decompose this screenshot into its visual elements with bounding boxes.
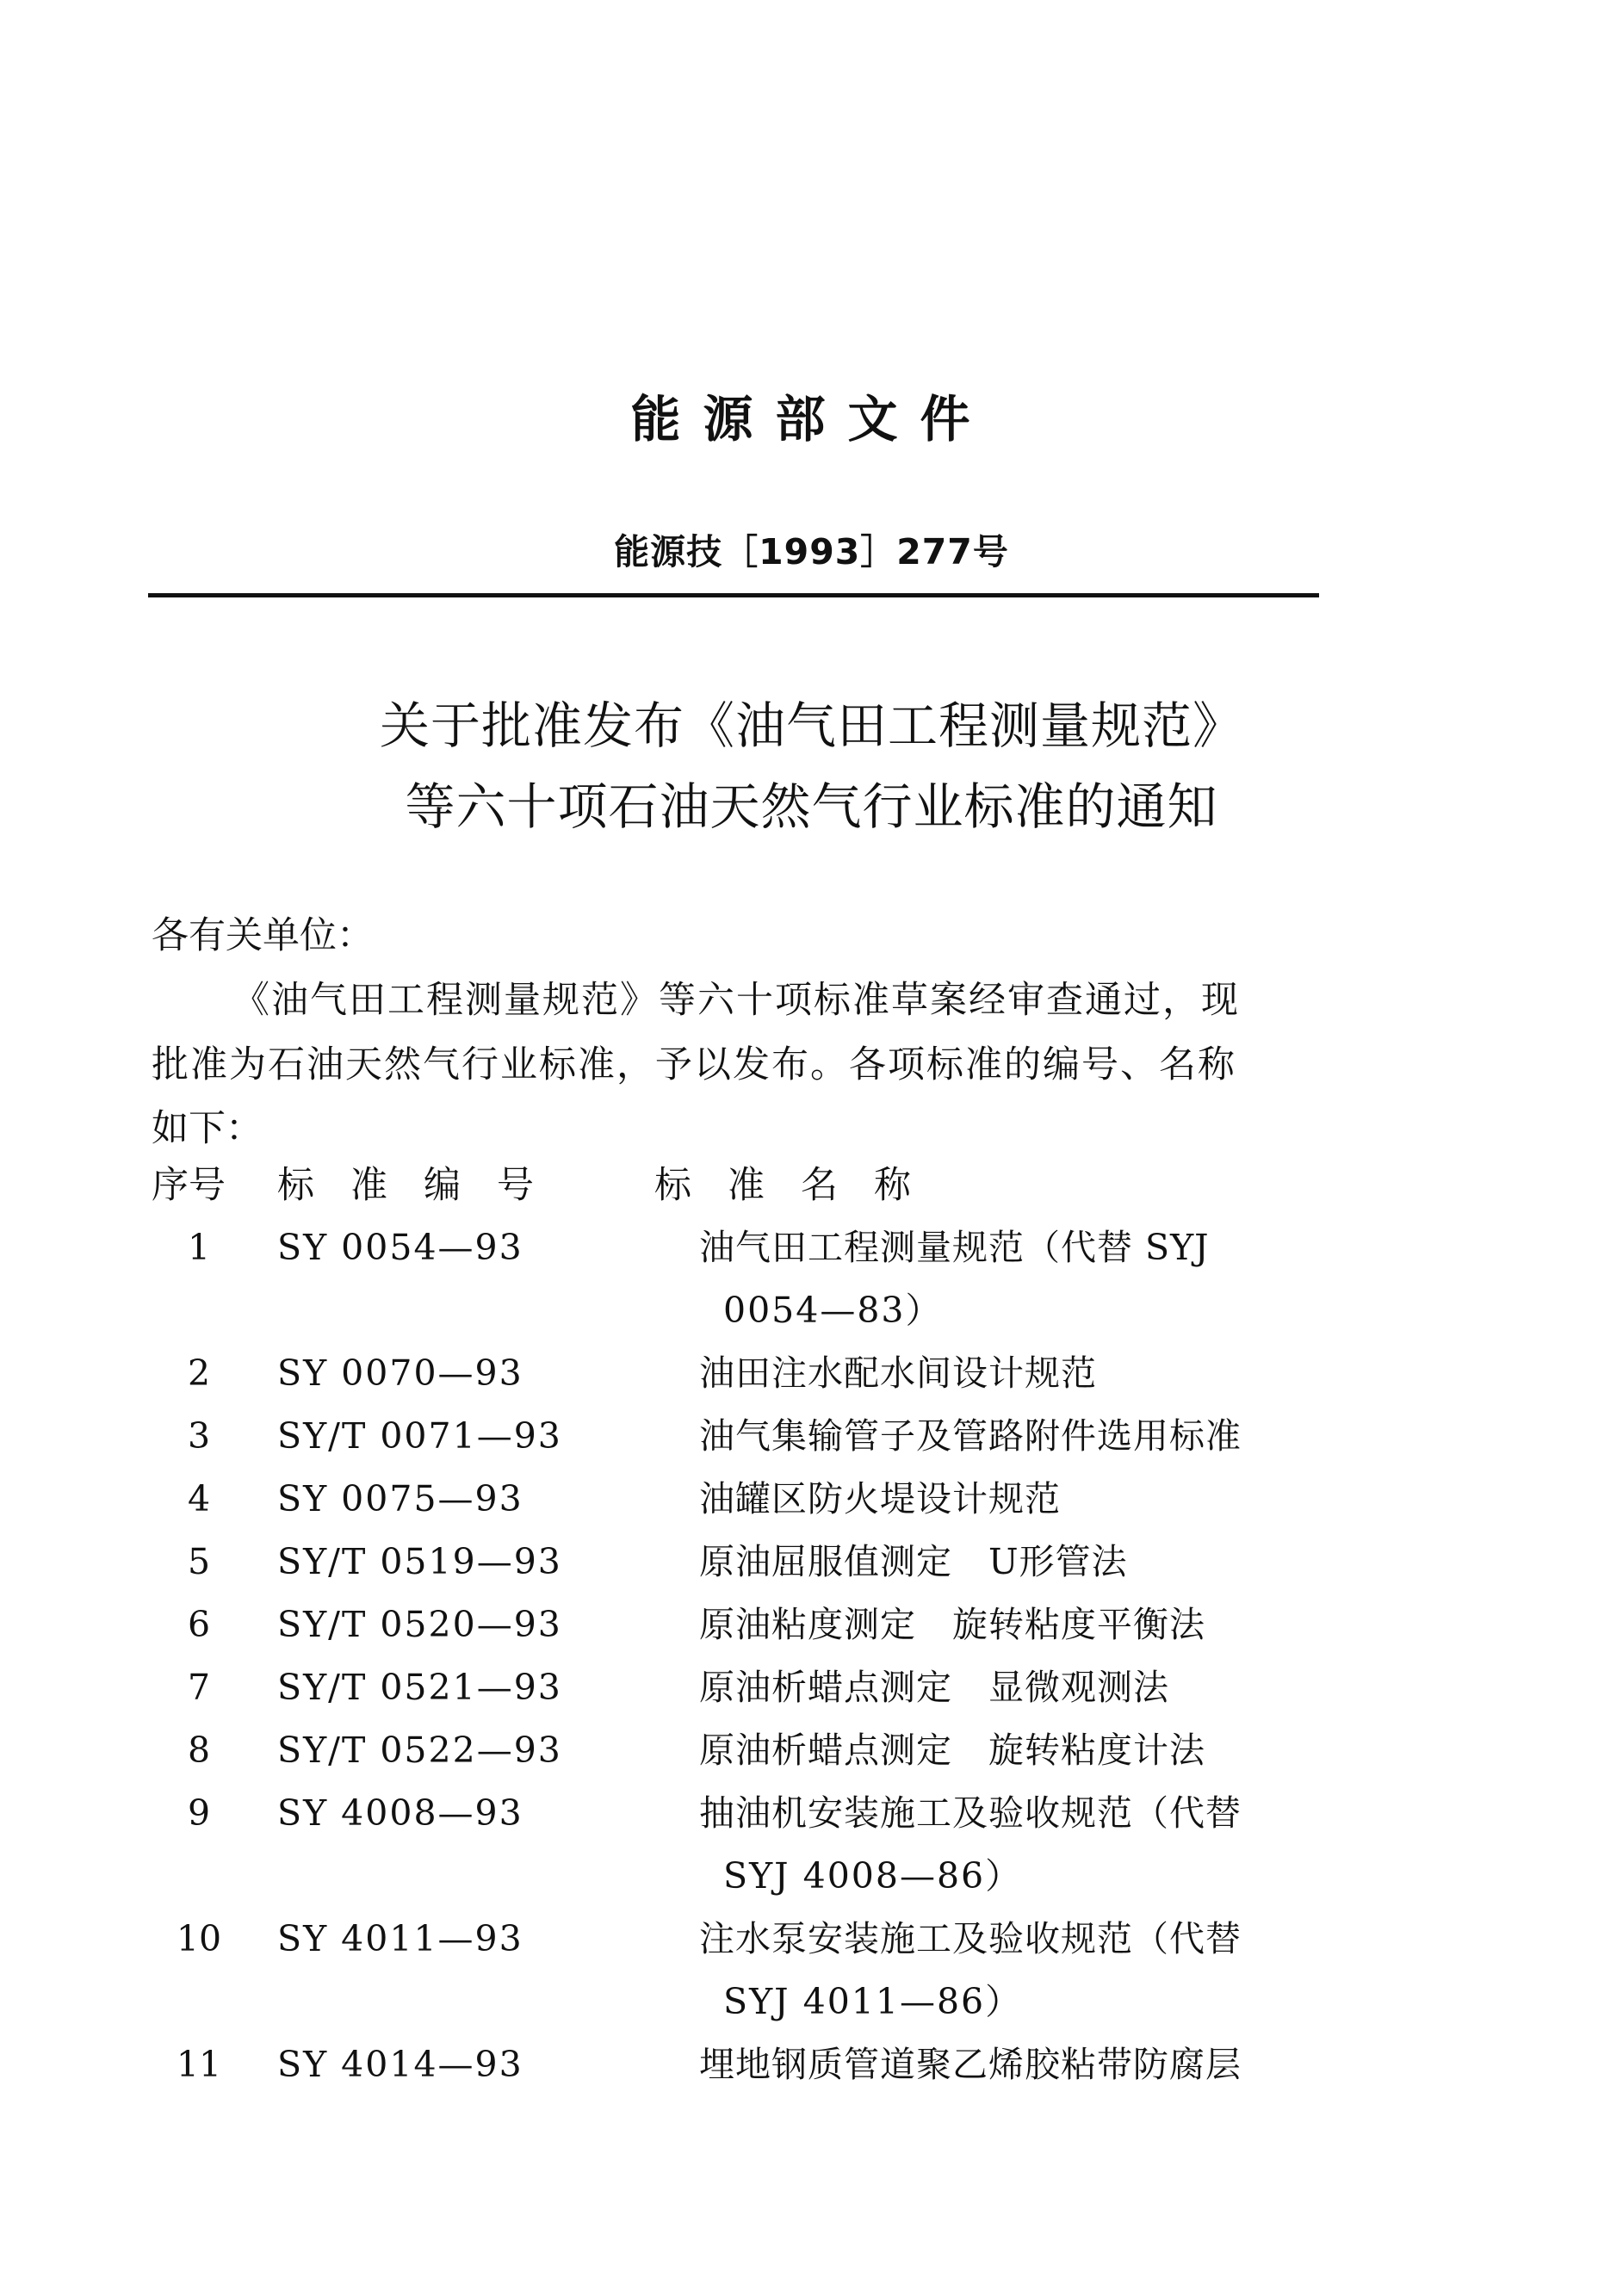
row-seq: 1 [187,1227,211,1268]
row-name: 注水泵安装施工及验收规范（代替 [699,1918,1242,1959]
row-seq: 2 [187,1352,211,1394]
row-seq: 11 [176,2044,222,2085]
row-seq: 10 [176,1918,222,1959]
row-code: SY 0070—93 [277,1352,523,1394]
row-seq: 8 [187,1730,211,1771]
row-code: SY 4008—93 [277,1792,523,1834]
column-header-code: 标准编号 [277,1164,570,1207]
table-row [0,1600,1623,1660]
table-row [0,1788,1623,1897]
table-row [0,1537,1623,1597]
table-row [0,1411,1623,1471]
row-code: SY/T 0071—93 [277,1415,562,1457]
row-seq: 5 [187,1541,211,1582]
document-title-line-1: 关于批准发布《油气田工程测量规范》 [379,696,1243,755]
row-code: SY 4011—93 [277,1918,523,1959]
body-paragraph-line-2: 批准为石油天然气行业标准，予以发布。各项标准的编号、名称 [152,1043,1236,1086]
row-name: 油田注水配水间设计规范 [699,1352,1097,1394]
row-seq: 3 [187,1415,211,1457]
row-code: SY/T 0521—93 [277,1667,562,1708]
row-seq: 9 [187,1792,211,1834]
row-name: 抽油机安装施工及验收规范（代替 [699,1792,1242,1834]
row-name-continued: SYJ 4008—86） [723,1855,1023,1897]
document-title-line-2: 等六十项石油天然气行业标准的通知 [405,777,1218,836]
row-code: SY 0075—93 [277,1478,523,1519]
table-row [0,1725,1623,1785]
table-row [0,1914,1623,2022]
row-code: SY 0054—93 [277,1227,523,1268]
row-seq: 6 [187,1604,211,1645]
row-code: SY/T 0522—93 [277,1730,562,1771]
row-code: SY/T 0520—93 [277,1604,562,1645]
body-paragraph-line-3: 如下： [152,1107,263,1150]
header-rule [148,593,1319,597]
row-code: SY 4014—93 [277,2044,523,2085]
row-name: 原油屈服值测定 U形管法 [699,1541,1128,1582]
salutation: 各有关单位： [152,914,374,957]
row-name: 原油析蜡点测定 显微观测法 [699,1667,1169,1708]
row-name: 油气集输管子及管路附件选用标准 [699,1415,1242,1457]
row-name: 油气田工程测量规范（代替 SYJ [699,1227,1210,1268]
table-row [0,2039,1623,2100]
table-row [0,1474,1623,1534]
row-seq: 4 [187,1478,211,1519]
column-header-name: 标准名称 [654,1164,947,1207]
row-name: 原油粘度测定 旋转粘度平衡法 [699,1604,1205,1645]
row-name: 埋地钢质管道聚乙烯胶粘带防腐层 [699,2044,1242,2085]
table-row [0,1662,1623,1723]
row-name: 原油析蜡点测定 旋转粘度计法 [699,1730,1205,1771]
row-seq: 7 [187,1667,211,1708]
row-code: SY/T 0519—93 [277,1541,562,1582]
table-row [0,1348,1623,1408]
column-header-seq: 序号 [152,1164,226,1207]
body-paragraph-line-1: 《油气田工程测量规范》等六十项标准草案经审查通过，现 [232,979,1240,1022]
table-row [0,1222,1623,1331]
row-name: 油罐区防火堤设计规范 [699,1478,1061,1519]
row-name-continued: 0054—83） [723,1290,943,1331]
issuing-agency: 能源部文件 [630,390,993,449]
row-name-continued: SYJ 4011—86） [723,1981,1023,2022]
document-number: 能源技［1993］277号 [614,531,1009,572]
